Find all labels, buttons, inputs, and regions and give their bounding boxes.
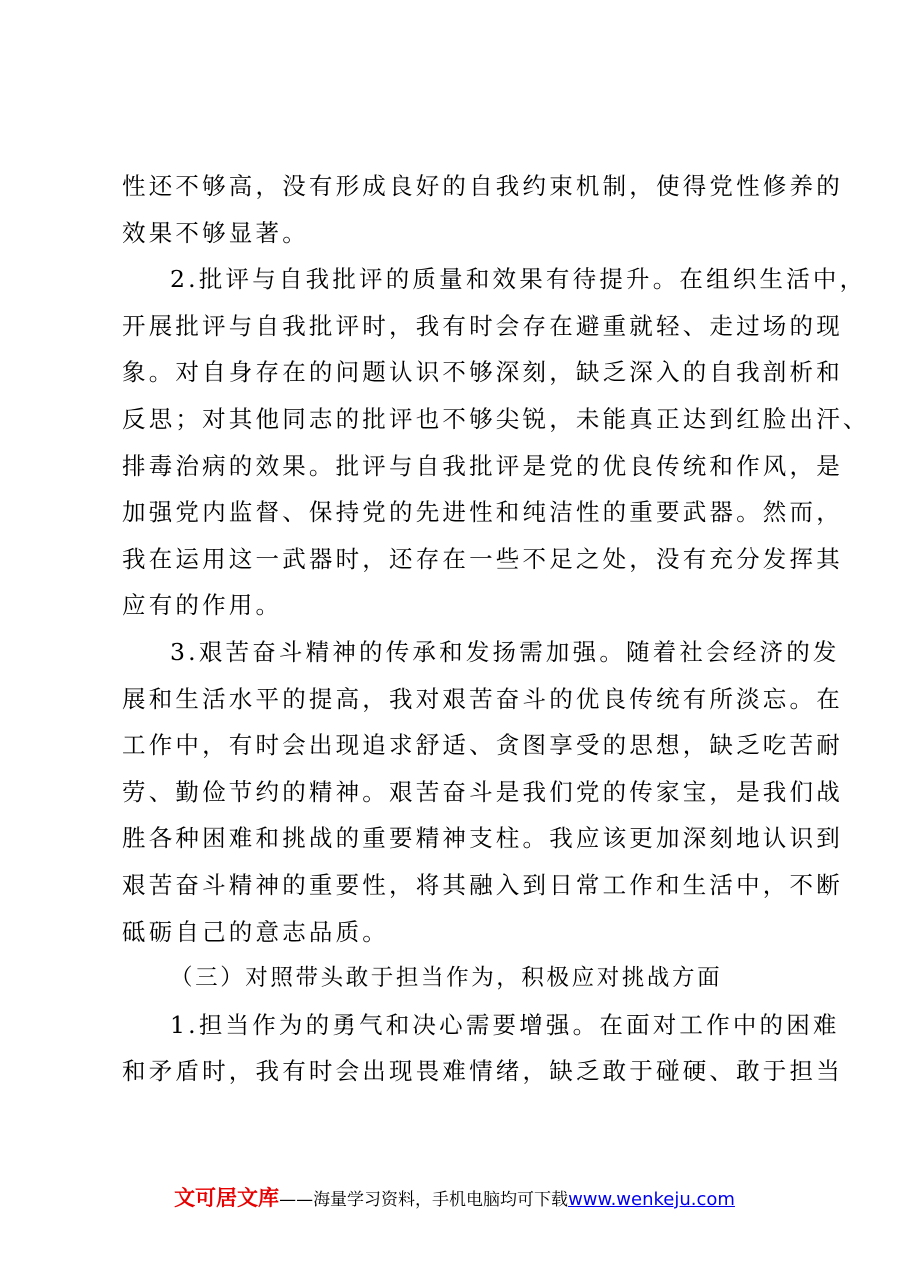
- footer-url-link[interactable]: www.wenkeju.com: [568, 1189, 735, 1210]
- body-line: 我在运用这一武器时，还存在一些不足之处，没有充分发挥其: [122, 544, 843, 573]
- footer-slogan: 海量学习资料，手机电脑均可下载: [313, 1190, 569, 1210]
- body-line: 和矛盾时，我有时会出现畏难情绪，缺乏敢于碰硬、敢于担当: [122, 1057, 843, 1086]
- footer-banner: [0, 1182, 909, 1212]
- body-line: 胜各种困难和挑战的重要精神支柱。我应该更加深刻地认识到: [122, 824, 843, 853]
- body-line: 排毒治病的效果。批评与自我批评是党的优良传统和作风，是: [122, 451, 843, 480]
- body-line: 加强党内监督、保持党的先进性和纯洁性的重要武器。然而，: [122, 498, 843, 527]
- body-line: 反思；对其他同志的批评也不够尖锐，未能真正达到红脸出汗、: [122, 404, 870, 433]
- paragraph-start-line: 2.批评与自我批评的质量和效果有待提升。在组织生活中，: [170, 265, 867, 294]
- body-line: 应有的作用。: [122, 591, 283, 620]
- body-line: 性还不够高，没有形成良好的自我约束机制，使得党性修养的: [122, 172, 843, 200]
- body-line: 砥砺自己的意志品质。: [122, 917, 389, 946]
- body-line: 象。对自身存在的问题认识不够深刻，缺乏深入的自我剖析和: [122, 358, 843, 387]
- body-line: 展和生活水平的提高，我对艰苦奋斗的优良传统有所淡忘。在: [122, 684, 843, 713]
- section-heading: （三）对照带头敢于担当作为，积极应对挑战方面: [170, 965, 723, 992]
- paragraph-start-line: 1.担当作为的勇气和决心需要增强。在面对工作中的困难: [170, 1010, 840, 1039]
- paragraph-start-line: 3.艰苦奋斗精神的传承和发扬需加强。随着社会经济的发: [170, 637, 840, 666]
- body-line: 艰苦奋斗精神的重要性，将其融入到日常工作和生活中，不断: [122, 870, 843, 899]
- body-line: 工作中，有时会出现追求舒适、贪图享受的思想，缺乏吃苦耐: [122, 731, 843, 760]
- footer-dash: ——: [279, 1190, 314, 1210]
- body-line: 开展批评与自我批评时，我有时会存在避重就轻、走过场的现: [122, 311, 843, 340]
- body-line: 效果不够显著。: [122, 218, 309, 247]
- footer-brand: 文可居文库: [174, 1186, 280, 1210]
- document-body: [122, 163, 870, 1095]
- body-line: 劳、勤俭节约的精神。艰苦奋斗是我们党的传家宝，是我们战: [122, 777, 843, 806]
